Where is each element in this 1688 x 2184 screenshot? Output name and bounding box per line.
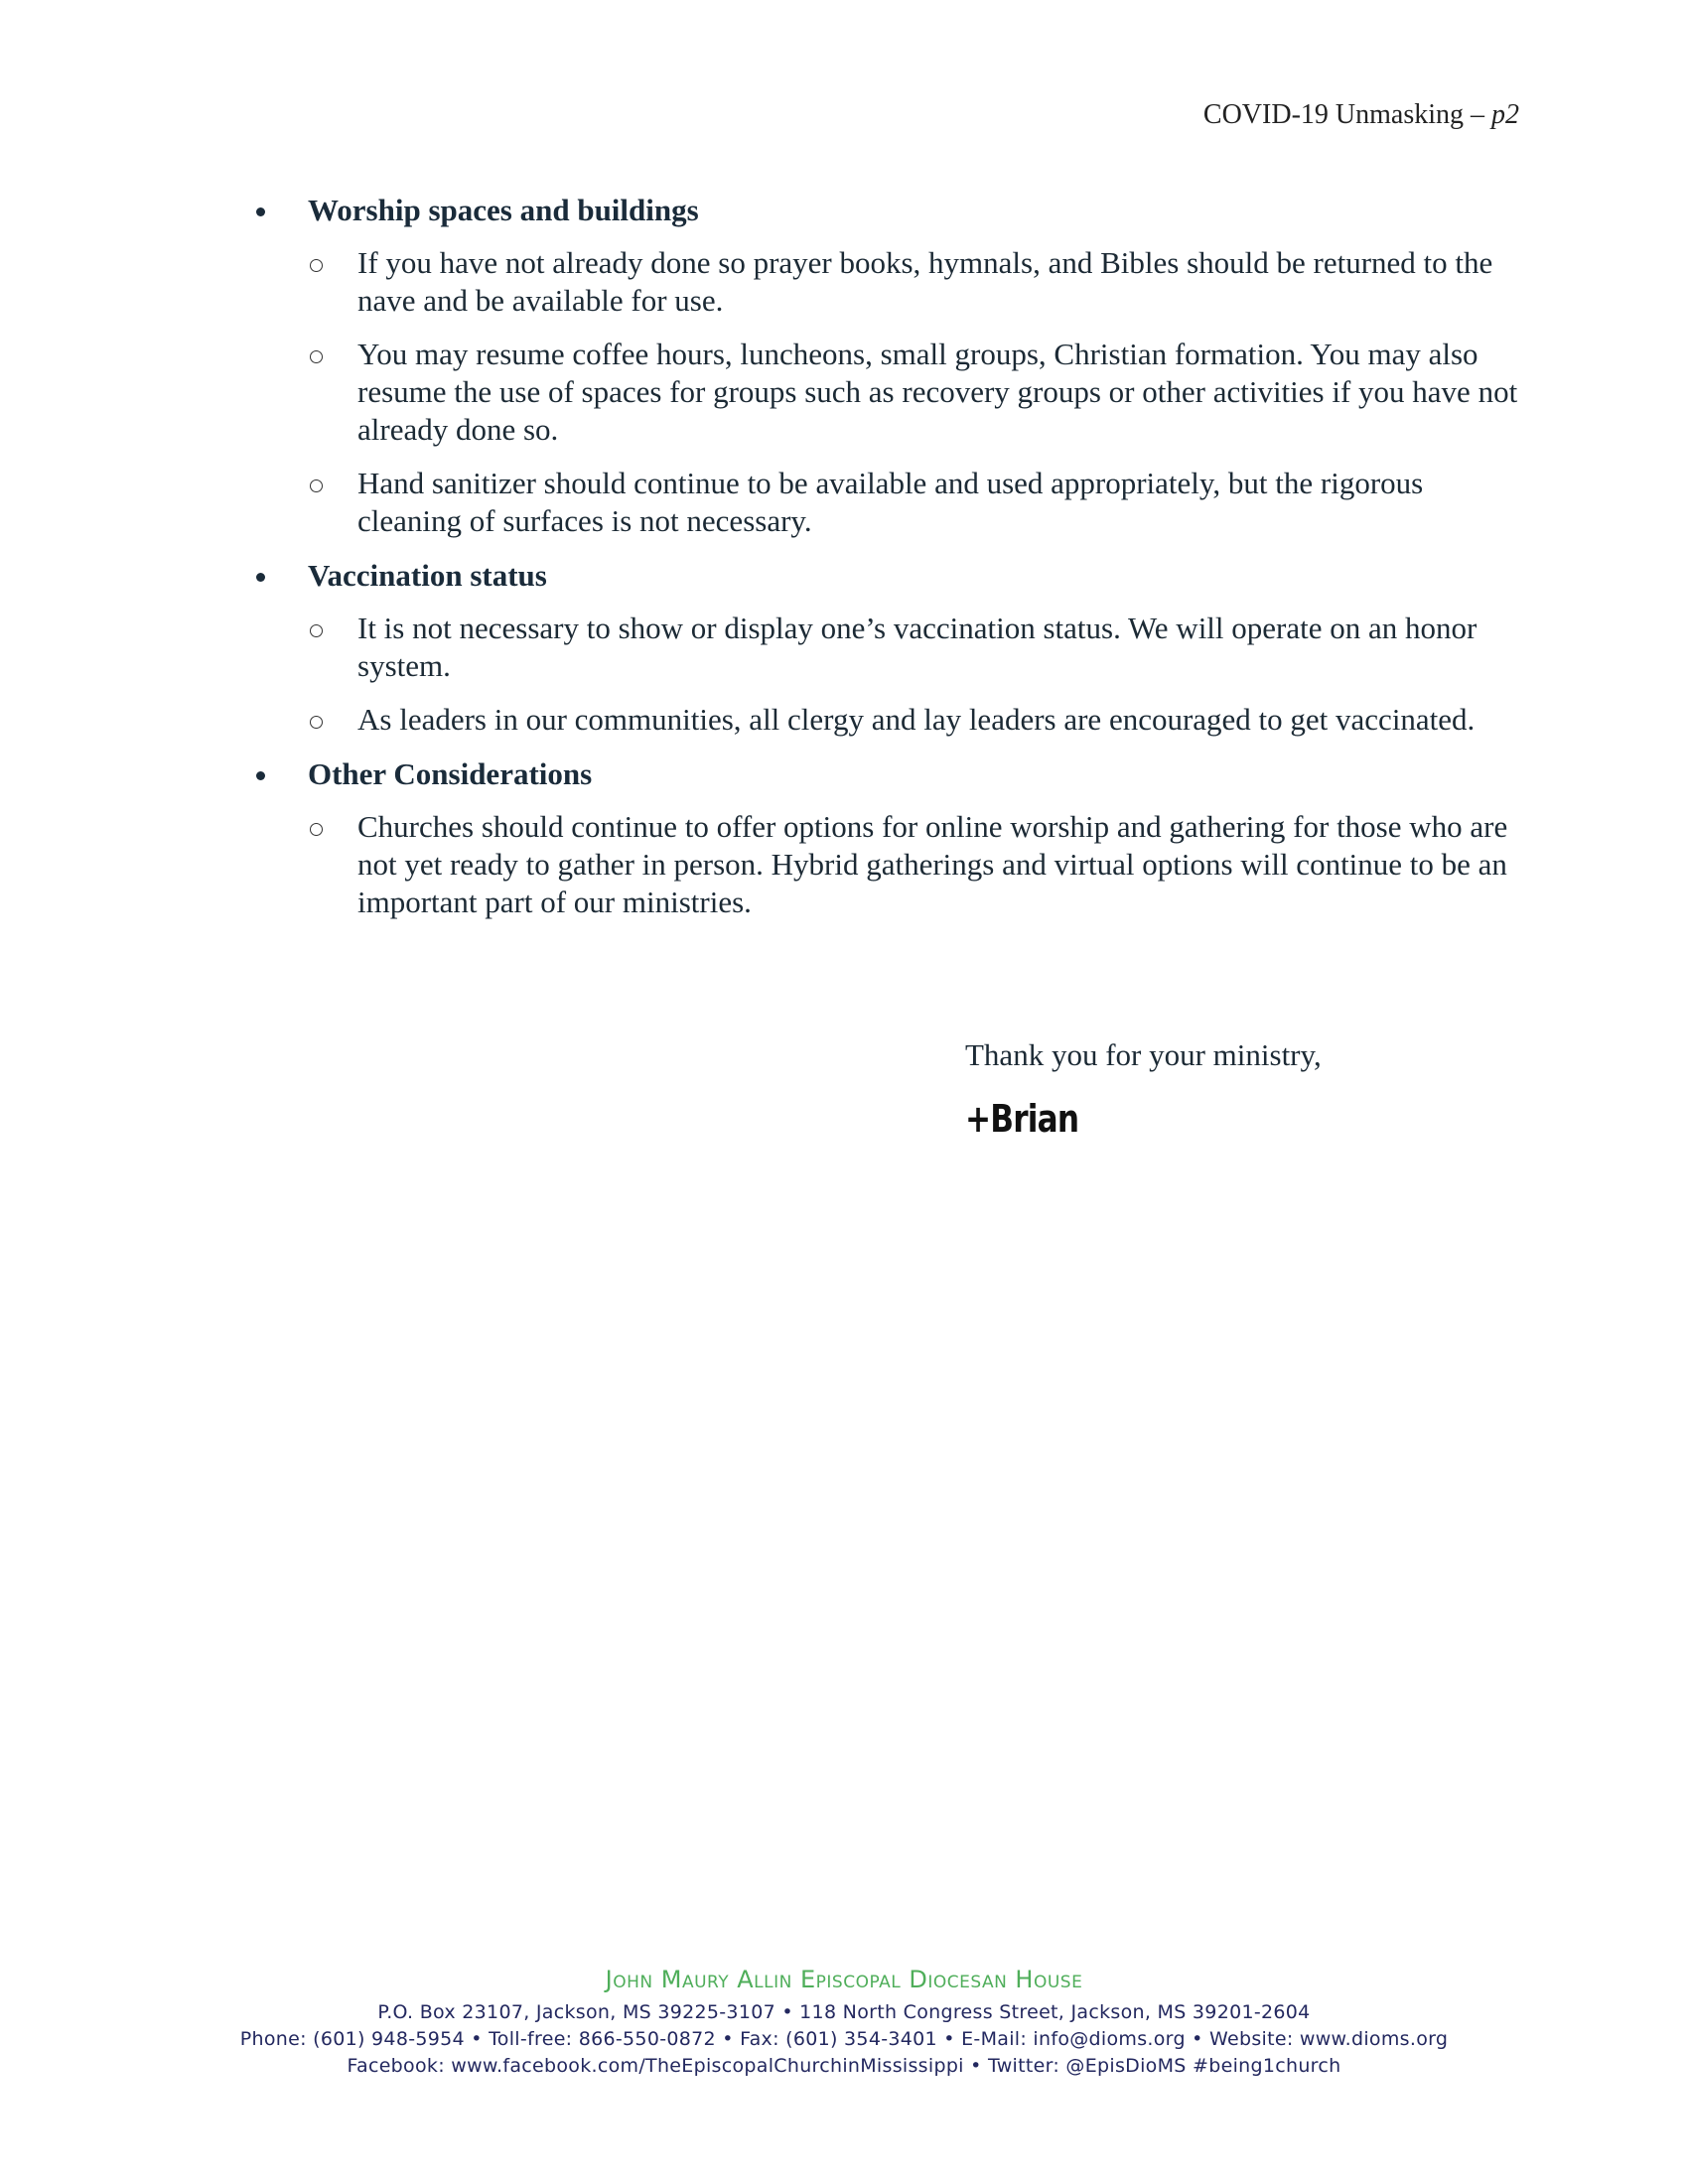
header-title: COVID-19 Unmasking – (1202, 99, 1491, 130)
list-item (248, 808, 1519, 921)
list-item-text: Hand sanitizer should continue to be available and used appropriately, but the rigorous cleaning of surfaces is not necessary. (357, 466, 1424, 538)
section-worship-spaces (248, 191, 1519, 540)
bullet-circle-icon (310, 350, 323, 363)
section-heading-text: Vaccination status (308, 558, 547, 593)
list-item-text: As leaders in our communities, all clergy and lay leaders are encouraged to get vaccinated. (357, 702, 1476, 737)
list-item-text: Churches should continue to offer options for online worship and gathering for those who are not yet ready to gather in person. Hybrid gatherings and virtual options will continue to be an important part of our ministries. (357, 809, 1508, 919)
bullet-dot-icon (256, 573, 265, 582)
bullet-circle-icon (310, 259, 323, 272)
list-item (248, 244, 1519, 320)
letterhead-footer (0, 1966, 1688, 2080)
section-vaccination-status (248, 556, 1519, 739)
section-heading-text: Worship spaces and buildings (308, 193, 699, 227)
list-item (248, 701, 1519, 739)
page-header (1203, 99, 1519, 131)
list-item (248, 610, 1519, 685)
list-item (248, 336, 1519, 449)
bullet-circle-icon (310, 716, 323, 729)
bullet-circle-icon (310, 479, 323, 492)
section-heading (248, 191, 1519, 230)
footer-title: John Maury Allin Episcopal Diocesan House (605, 1966, 1083, 1993)
section-heading-text: Other Considerations (308, 756, 593, 791)
section-other-considerations (248, 754, 1519, 921)
list-item-text: If you have not already done so prayer books, hymnals, and Bibles should be returned to the nave and be available for use. (357, 245, 1493, 318)
page-number: p2 (1491, 99, 1519, 130)
letter-body (248, 191, 1519, 937)
footer-address: P.O. Box 23107, Jackson, MS 39225-3107 • 118 North Congress Street, Jackson, MS 39201-2604 (377, 2001, 1311, 2023)
bullet-dot-icon (256, 771, 265, 780)
footer-social: Facebook: www.facebook.com/TheEpiscopalChurchinMississippi • Twitter: @EpisDioMS #being1church (347, 2055, 1341, 2077)
section-heading (248, 754, 1519, 794)
bullet-circle-icon (310, 624, 323, 637)
footer-contact: Phone: (601) 948-5954 • Toll-free: 866-550-0872 • Fax: (601) 354-3401 • E-Mail: info@dioms.org • Website: www.dioms.org (239, 2028, 1449, 2050)
list-item-text: You may resume coffee hours, luncheons, small groups, Christian formation. You may also resume the use of spaces for groups such as recovery groups or other activities if you have not already done so. (357, 337, 1518, 447)
list-item (248, 465, 1519, 540)
bullet-dot-icon (256, 207, 265, 216)
bullet-circle-icon (310, 823, 323, 836)
list-item-text: It is not necessary to show or display one’s vaccination status. We will operate on an honor system. (357, 611, 1477, 683)
closing-line: Thank you for your ministry, (965, 1037, 1322, 1072)
section-heading (248, 556, 1519, 596)
signature: +Brian (965, 1097, 1079, 1141)
